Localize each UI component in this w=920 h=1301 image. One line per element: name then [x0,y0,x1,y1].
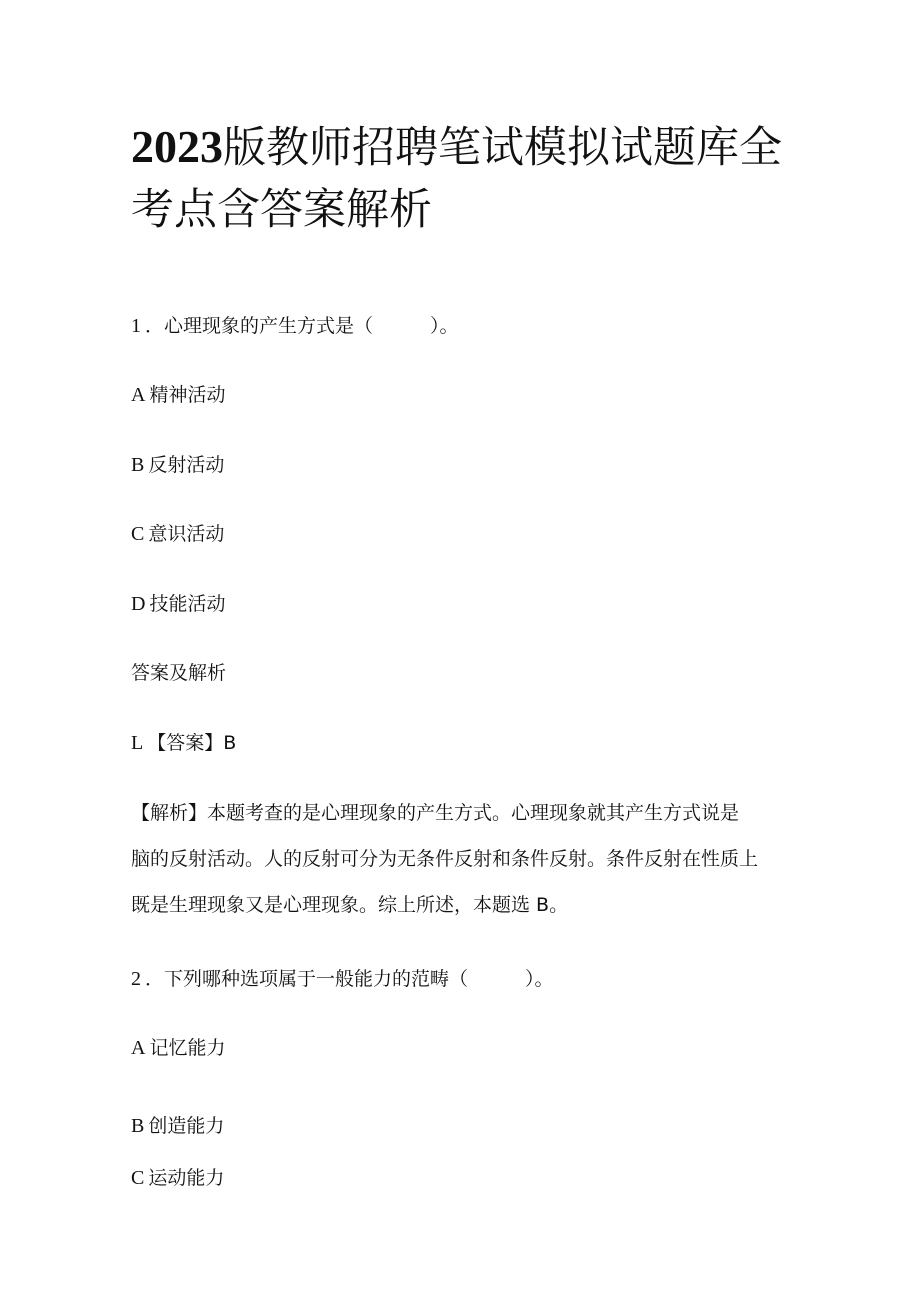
option-text: 运动能力 [148,1167,225,1189]
option-text: 技能活动 [149,593,226,615]
option-c [131,521,224,547]
option-letter: A [131,384,146,406]
option-b [131,1113,224,1139]
option-c [131,1165,224,1191]
question-1-stem [131,313,459,339]
question-text: ．下列哪种选项属于一般能力的范畴（ ）。 [145,968,554,990]
analysis-line-1: 【解析】本题考查的是心理现象的产生方式。心理现象就其产生方式说是 [131,802,740,824]
option-letter: C [131,1167,145,1189]
option-text: 精神活动 [149,384,226,406]
analysis-line-3: 既是生理现象又是心理现象。综上所述，本题选 B。 [131,894,569,916]
question-number: 2 [131,968,141,990]
option-letter: B [131,1115,145,1137]
question-text: ．心理现象的产生方式是（ ）。 [145,315,459,337]
option-letter: D [131,593,146,615]
answer-text: 【答案】B [147,732,237,754]
option-text: 反射活动 [148,454,225,476]
answer-lead: L [131,732,144,754]
option-text: 记忆能力 [149,1037,226,1059]
document-title-line-2: 考点含答案解析 [131,185,432,235]
option-letter: B [131,454,145,476]
title-text-1: 版教师招聘笔试模拟试题库全 [223,123,782,173]
option-b [131,452,224,478]
option-a [131,382,225,408]
option-letter: C [131,523,145,545]
option-letter: A [131,1037,146,1059]
answer-heading: 答案及解析 [131,662,227,684]
document-title-line-1 [131,118,811,177]
question-2-stem [131,966,554,992]
option-text: 创造能力 [148,1115,225,1137]
option-text: 意识活动 [148,523,225,545]
analysis-paragraph [131,790,801,928]
option-a [131,1035,225,1061]
option-d [131,591,225,617]
title-year: 2023 [131,121,223,172]
question-number: 1 [131,315,141,337]
answer-line [131,730,236,756]
analysis-line-2: 脑的反射活动。人的反射可分为无条件反射和条件反射。条件反射在性质上 [131,848,759,870]
